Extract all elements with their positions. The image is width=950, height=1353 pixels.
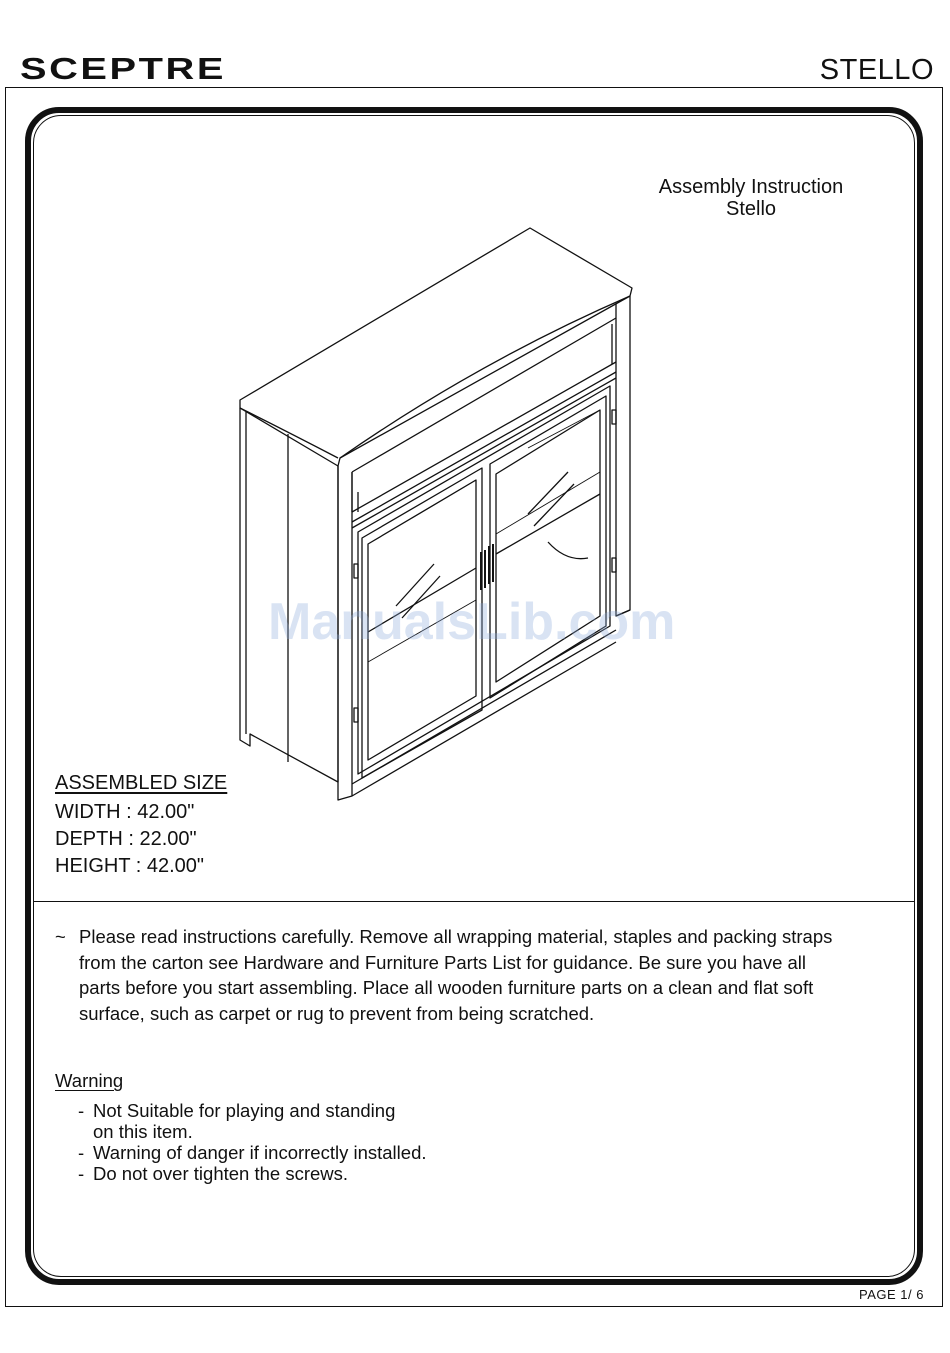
warning-title: Warning [55,1070,124,1091]
size-depth: DEPTH : 22.00" [55,828,197,850]
assembled-size [55,770,227,880]
section-divider [34,901,915,902]
page-number: PAGE 1/ 6 [859,1287,924,1302]
heading-line-1: Assembly Instruction [658,176,844,198]
size-height: HEIGHT : 42.00" [55,855,205,877]
cabinet-illustration-icon [228,222,648,806]
assembled-size-title: ASSEMBLED SIZE [55,772,228,794]
warning-item: - Warning of danger if incorrectly installed. [78,1142,427,1163]
document-heading [620,176,882,220]
watermark-text: ManualsLib.com [268,593,676,651]
size-width: WIDTH : 42.00" [55,801,195,823]
sceptre-logo-icon [20,52,230,82]
instructions-marker: ~ [55,926,66,947]
warning-item-text: Not Suitable for playing and standing on this item. [93,1100,396,1142]
warning-item-text: Warning of danger if incorrectly installed. [93,1142,427,1163]
warning-list [78,1100,427,1184]
warning-item: - Not Suitable for playing and standing on this item. [78,1100,396,1142]
warning-item: - Do not over tighten the screws. [78,1163,349,1184]
instructions-paragraph [55,924,835,1026]
warning-item-text: Do not over tighten the screws. [93,1163,349,1184]
instructions-text: Please read instructions carefully. Remove all wrapping material, staples and packing straps from the carton see Hardware and Furniture Parts List for guidance. Be sure you have all parts before you start assembling. Place all wooden furniture parts on a clean and flat soft surface, such as carpet or rug to prevent from being scratched. [79,926,833,1024]
brand-wordmark: SCEPTRE [20,52,226,82]
product-name: STELLO [819,54,934,86]
heading-line-2: Stello [725,198,777,220]
